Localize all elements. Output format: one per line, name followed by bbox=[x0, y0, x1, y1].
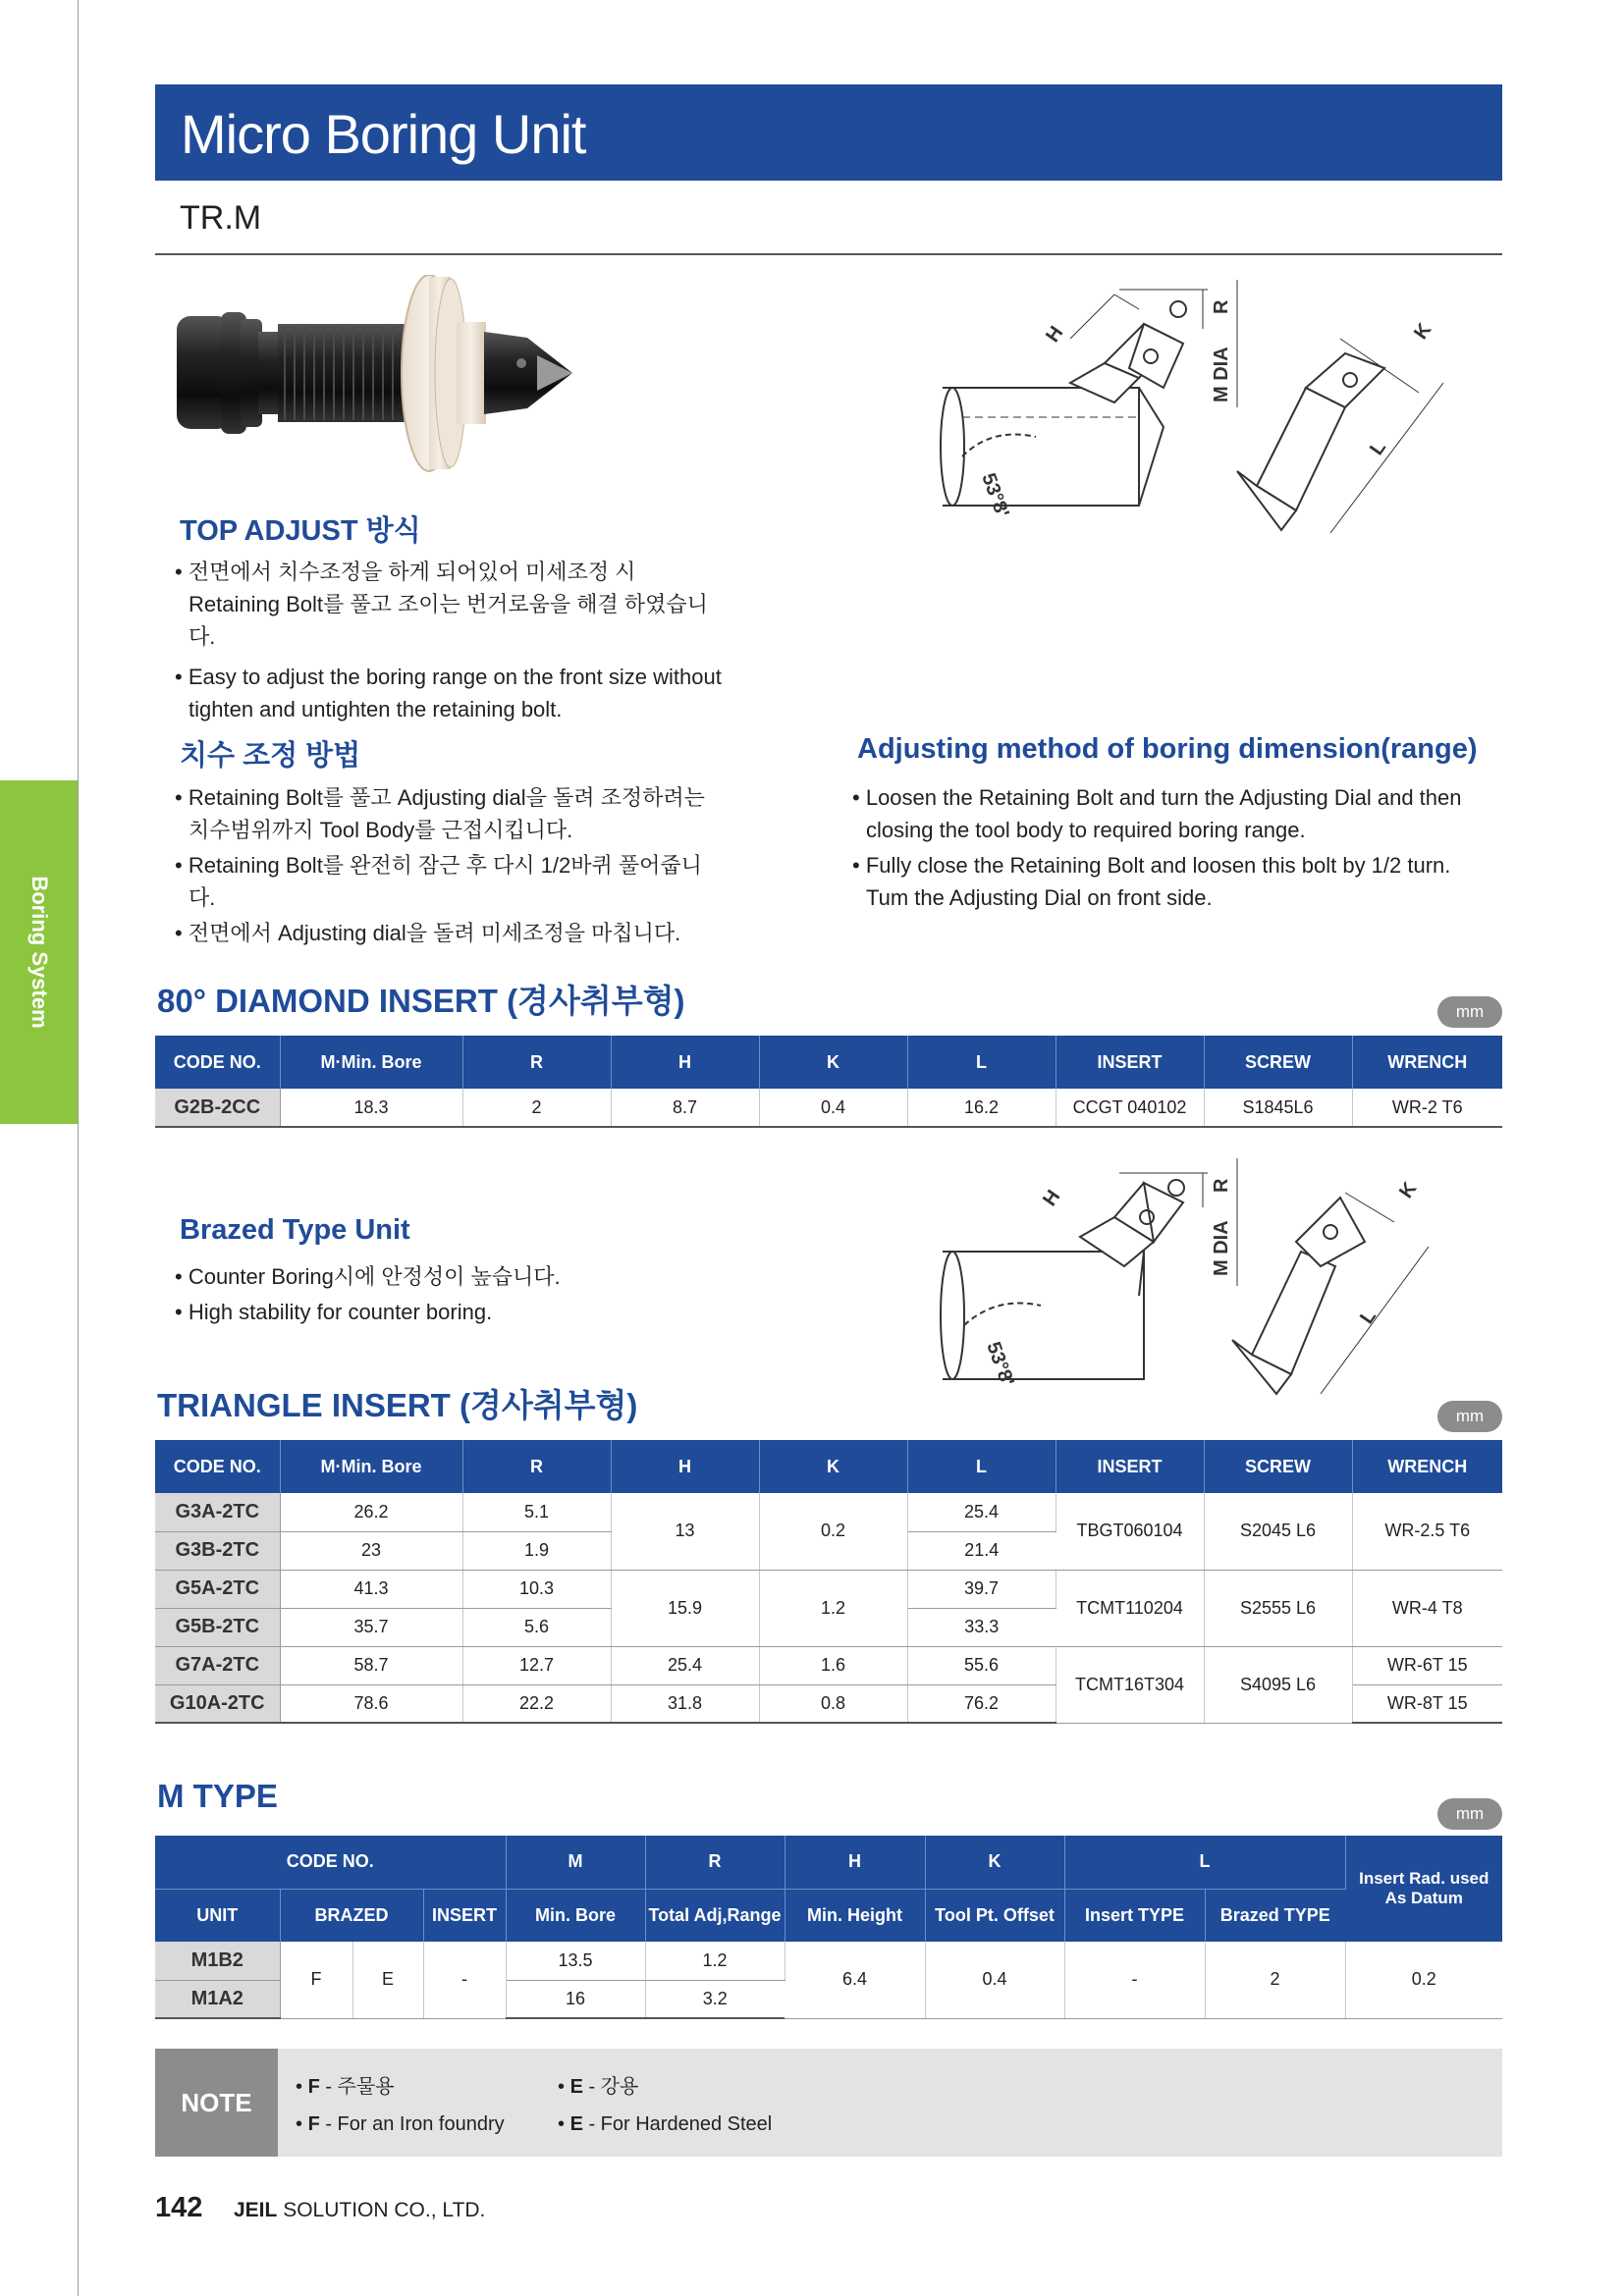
table-cell: 1.2 bbox=[645, 1942, 785, 1980]
table-cell: 5.1 bbox=[462, 1493, 611, 1531]
page-number: 142 bbox=[155, 2192, 203, 2223]
table-cell: WR-8T 15 bbox=[1352, 1684, 1502, 1723]
col-header: CODE NO. bbox=[155, 1440, 280, 1493]
table-cell: 33.3 bbox=[907, 1608, 1056, 1646]
model-name: TR.M bbox=[180, 199, 262, 237]
mtype-table bbox=[155, 1836, 1502, 2019]
svg-text:K: K bbox=[1395, 1178, 1422, 1202]
col-header: H bbox=[611, 1036, 759, 1089]
col-header: L bbox=[1064, 1836, 1345, 1889]
table-cell: 10.3 bbox=[462, 1570, 611, 1608]
code-cell: G5A-2TC bbox=[155, 1570, 280, 1608]
svg-text:R: R bbox=[1211, 1178, 1232, 1193]
col-header: K bbox=[759, 1440, 907, 1493]
col-header: INSERT bbox=[1056, 1440, 1204, 1493]
top-adjust-heading: TOP ADJUST 방식 bbox=[180, 515, 421, 547]
page-title: Micro Boring Unit bbox=[181, 103, 586, 165]
table-cell: S1845L6 bbox=[1204, 1089, 1352, 1127]
table-cell: 25.4 bbox=[611, 1646, 759, 1684]
table-row bbox=[155, 1493, 1502, 1531]
col-header: INSERT bbox=[1056, 1036, 1204, 1089]
table-cell: E bbox=[352, 1942, 423, 2018]
table-cell: 25.4 bbox=[907, 1493, 1056, 1531]
col-header: INSERT bbox=[423, 1889, 506, 1942]
diamond-table bbox=[155, 1036, 1502, 1128]
table-cell: WR-2.5 T6 bbox=[1352, 1493, 1502, 1570]
table-cell: 3.2 bbox=[645, 1980, 785, 2018]
list-item: • 전면에서 Adjusting dial을 돌려 미세조정을 마칩니다. bbox=[175, 917, 725, 949]
table-cell: 0.4 bbox=[925, 1942, 1064, 2018]
col-header: WRENCH bbox=[1352, 1036, 1502, 1089]
divider bbox=[155, 253, 1502, 255]
table-cell: 16.2 bbox=[907, 1089, 1056, 1127]
table-cell: 6.4 bbox=[785, 1942, 925, 2018]
code-cell: M1A2 bbox=[155, 1980, 280, 2018]
col-header: M bbox=[506, 1836, 645, 1889]
table-cell: 58.7 bbox=[280, 1646, 462, 1684]
col-header: R bbox=[645, 1836, 785, 1889]
unit-badge: mm bbox=[1437, 996, 1502, 1028]
table-cell: 1.2 bbox=[759, 1570, 907, 1646]
col-header: CODE NO. bbox=[155, 1036, 280, 1089]
brazed-heading: Brazed Type Unit bbox=[180, 1214, 410, 1246]
table-cell: 16 bbox=[506, 1980, 645, 2018]
table-cell: 39.7 bbox=[907, 1570, 1056, 1608]
table-cell: S2045 L6 bbox=[1204, 1493, 1352, 1570]
list-item: • Easy to adjust the boring range on the front size without tighten and untighten the retaining bolt. bbox=[175, 661, 725, 725]
table-cell: 8.7 bbox=[611, 1089, 759, 1127]
svg-text:M DIA: M DIA bbox=[1211, 1220, 1232, 1276]
list-item: • 전면에서 치수조정을 하게 되어있어 미세조정 시 Retaining Bolt를 풀고 조이는 번거로움을 해결 하였습니다. bbox=[175, 556, 725, 653]
table-cell: 13.5 bbox=[506, 1942, 645, 1980]
table-cell: 12.7 bbox=[462, 1646, 611, 1684]
triangle-table bbox=[155, 1440, 1502, 1724]
method-en-list bbox=[852, 781, 1490, 917]
side-tab-label: Boring System bbox=[27, 876, 52, 1029]
list-item: • Loosen the Retaining Bolt and turn the Adjusting Dial and then closing the tool body to required boring range. bbox=[852, 781, 1490, 846]
table-cell: TBGT060104 bbox=[1056, 1493, 1204, 1570]
col-header: H bbox=[785, 1836, 925, 1889]
table-cell: 76.2 bbox=[907, 1684, 1056, 1723]
method-ko-list bbox=[175, 781, 725, 952]
code-cell: G3A-2TC bbox=[155, 1493, 280, 1531]
list-item: • Counter Boring시에 안정성이 높습니다. bbox=[175, 1260, 725, 1293]
svg-text:53°8': 53°8' bbox=[982, 1339, 1018, 1390]
table-cell: 0.8 bbox=[759, 1684, 907, 1723]
list-item: • Retaining Bolt를 풀고 Adjusting dial을 돌려 조정하려는 치수범위까지 Tool Body를 근접시킵니다. bbox=[175, 781, 725, 846]
note-item: • E - 강용 bbox=[558, 2076, 639, 2098]
brazed-list bbox=[175, 1260, 725, 1331]
table-cell: 5.6 bbox=[462, 1608, 611, 1646]
list-item: • Retaining Bolt를 완전히 잠근 후 다시 1/2바퀴 풀어줍니다. bbox=[175, 849, 725, 914]
code-cell: G5B-2TC bbox=[155, 1608, 280, 1646]
table-row bbox=[155, 1942, 1502, 1980]
svg-text:K: K bbox=[1410, 319, 1436, 344]
unit-badge: mm bbox=[1437, 1798, 1502, 1830]
col-header: K bbox=[759, 1036, 907, 1089]
svg-text:M DIA: M DIA bbox=[1211, 347, 1232, 402]
col-header: K bbox=[925, 1836, 1064, 1889]
col-header: Insert Rad. used As Datum bbox=[1345, 1836, 1502, 1942]
table-cell: 22.2 bbox=[462, 1684, 611, 1723]
col-header: L bbox=[907, 1440, 1056, 1493]
table-cell: S4095 L6 bbox=[1204, 1646, 1352, 1723]
col-header: WRENCH bbox=[1352, 1440, 1502, 1493]
svg-text:H: H bbox=[1039, 1186, 1065, 1210]
col-header: Insert TYPE bbox=[1064, 1889, 1205, 1942]
col-header: R bbox=[462, 1036, 611, 1089]
table-cell: 31.8 bbox=[611, 1684, 759, 1723]
col-header: R bbox=[462, 1440, 611, 1493]
col-header: Brazed TYPE bbox=[1205, 1889, 1345, 1942]
note-box bbox=[155, 2049, 1502, 2157]
table-cell: 41.3 bbox=[280, 1570, 462, 1608]
table-cell: 35.7 bbox=[280, 1608, 462, 1646]
note-label: NOTE bbox=[155, 2049, 278, 2157]
note-item: • E - For Hardened Steel bbox=[558, 2113, 773, 2135]
code-cell: G10A-2TC bbox=[155, 1684, 280, 1723]
title-banner bbox=[155, 84, 1502, 181]
side-tab[interactable] bbox=[0, 780, 78, 1124]
table-cell: 0.2 bbox=[759, 1493, 907, 1570]
col-header: H bbox=[611, 1440, 759, 1493]
product-photo bbox=[172, 275, 584, 491]
unit-badge: mm bbox=[1437, 1401, 1502, 1432]
margin-line bbox=[78, 0, 79, 2296]
table-cell: - bbox=[423, 1942, 506, 2018]
col-header: SCREW bbox=[1204, 1440, 1352, 1493]
method-ko-heading: 치수 조정 방법 bbox=[180, 740, 361, 772]
table-cell: WR-6T 15 bbox=[1352, 1646, 1502, 1684]
note-item: • F - For an Iron foundry bbox=[296, 2113, 505, 2135]
table-cell: 0.2 bbox=[1345, 1942, 1502, 2018]
table-cell: 55.6 bbox=[907, 1646, 1056, 1684]
table-row bbox=[155, 1570, 1502, 1608]
table-row bbox=[155, 1089, 1502, 1127]
table-cell: 21.4 bbox=[907, 1531, 1056, 1570]
list-item: • Fully close the Retaining Bolt and loosen this bolt by 1/2 turn. Tum the Adjusting Dial on front side. bbox=[852, 849, 1490, 914]
note-item: • F - 주물용 bbox=[296, 2076, 395, 2098]
table-cell: WR-2 T6 bbox=[1352, 1089, 1502, 1127]
code-cell: G2B-2CC bbox=[155, 1089, 280, 1127]
list-item: • High stability for counter boring. bbox=[175, 1296, 725, 1328]
code-cell: G7A-2TC bbox=[155, 1646, 280, 1684]
top-adjust-list bbox=[175, 556, 725, 728]
code-cell: G3B-2TC bbox=[155, 1531, 280, 1570]
col-header: Total Adj,Range bbox=[645, 1889, 785, 1942]
table-cell: 1.9 bbox=[462, 1531, 611, 1570]
svg-text:L: L bbox=[1356, 1306, 1381, 1328]
table-cell: 1.6 bbox=[759, 1646, 907, 1684]
table-cell: 23 bbox=[280, 1531, 462, 1570]
table-cell: 2 bbox=[462, 1089, 611, 1127]
code-cell: M1B2 bbox=[155, 1942, 280, 1980]
svg-text:L: L bbox=[1366, 437, 1391, 459]
col-header: M·Min. Bore bbox=[280, 1036, 462, 1089]
col-header: Min. Bore bbox=[506, 1889, 645, 1942]
triangle-heading: TRIANGLE INSERT (경사취부형) bbox=[157, 1387, 638, 1423]
col-header: Tool Pt. Offset bbox=[925, 1889, 1064, 1942]
table-cell: 15.9 bbox=[611, 1570, 759, 1646]
table-cell: 18.3 bbox=[280, 1089, 462, 1127]
col-header: BRAZED bbox=[280, 1889, 423, 1942]
svg-text:53°8': 53°8' bbox=[977, 470, 1013, 521]
table-cell: TCMT16T304 bbox=[1056, 1646, 1204, 1723]
table-cell: S2555 L6 bbox=[1204, 1570, 1352, 1646]
diagram-diamond bbox=[933, 270, 1483, 564]
table-row bbox=[155, 1646, 1502, 1684]
method-en-heading: Adjusting method of boring dimension(range) bbox=[857, 733, 1478, 765]
table-cell: - bbox=[1064, 1942, 1205, 2018]
table-cell: F bbox=[280, 1942, 352, 2018]
company-name: JEIL SOLUTION CO., LTD. bbox=[234, 2199, 486, 2221]
table-cell: WR-4 T8 bbox=[1352, 1570, 1502, 1646]
table-cell: 78.6 bbox=[280, 1684, 462, 1723]
table-cell: 13 bbox=[611, 1493, 759, 1570]
col-header: CODE NO. bbox=[155, 1836, 506, 1889]
table-cell: CCGT 040102 bbox=[1056, 1089, 1204, 1127]
col-header: UNIT bbox=[155, 1889, 280, 1942]
diagram-triangle bbox=[933, 1148, 1483, 1443]
svg-text:H: H bbox=[1042, 322, 1068, 347]
mtype-heading: M TYPE bbox=[157, 1778, 278, 1814]
table-cell: 0.4 bbox=[759, 1089, 907, 1127]
col-header: SCREW bbox=[1204, 1036, 1352, 1089]
diamond-heading: 80° DIAMOND INSERT (경사취부형) bbox=[157, 983, 685, 1019]
col-header: M·Min. Bore bbox=[280, 1440, 462, 1493]
col-header: Min. Height bbox=[785, 1889, 925, 1942]
table-cell: 2 bbox=[1205, 1942, 1345, 2018]
table-cell: 26.2 bbox=[280, 1493, 462, 1531]
svg-text:R: R bbox=[1211, 299, 1232, 314]
col-header: L bbox=[907, 1036, 1056, 1089]
table-cell: TCMT110204 bbox=[1056, 1570, 1204, 1646]
